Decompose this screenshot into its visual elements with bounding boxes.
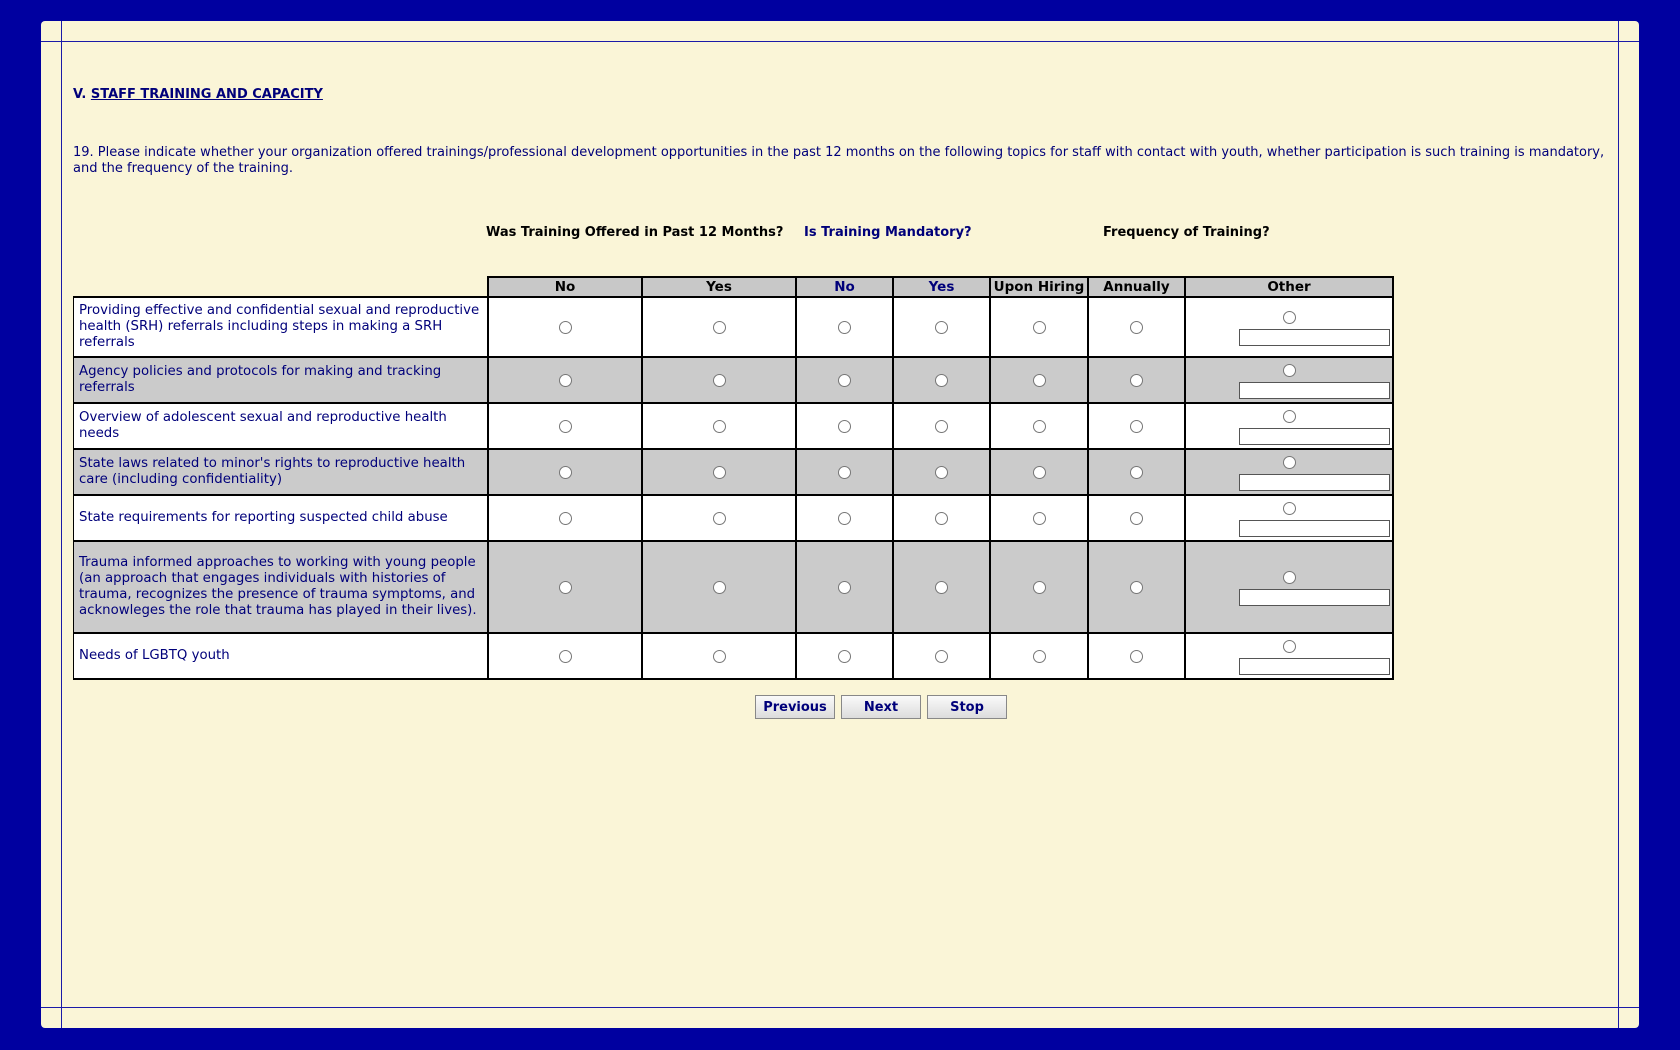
radio-annually[interactable] bbox=[1130, 581, 1143, 594]
cell-upon-hiring bbox=[990, 297, 1088, 357]
radio-upon-hiring[interactable] bbox=[1033, 374, 1046, 387]
cell-mandatory-no bbox=[796, 633, 893, 679]
radio-other[interactable] bbox=[1283, 571, 1296, 584]
radio-mandatory-no[interactable] bbox=[838, 374, 851, 387]
other-text-field[interactable] bbox=[1239, 589, 1390, 606]
cell-offered-no bbox=[488, 633, 642, 679]
radio-offered-no[interactable] bbox=[559, 321, 572, 334]
radio-offered-no[interactable] bbox=[559, 581, 572, 594]
radio-upon-hiring[interactable] bbox=[1033, 512, 1046, 525]
cell-upon-hiring bbox=[990, 449, 1088, 495]
table-row bbox=[74, 495, 1394, 541]
cell-mandatory-yes bbox=[893, 403, 990, 449]
question-text: 19. Please indicate whether your organization offered trainings/professional development opportunities in the past 12 months on the following topics for staff with contact with youth, whether participation is such training is mandatory, and the frequency of the training. bbox=[73, 145, 1605, 176]
radio-mandatory-yes[interactable] bbox=[935, 512, 948, 525]
survey-page bbox=[41, 21, 1639, 1028]
radio-annually[interactable] bbox=[1130, 650, 1143, 663]
radio-other[interactable] bbox=[1283, 502, 1296, 515]
cell-mandatory-yes bbox=[893, 633, 990, 679]
cell-annually bbox=[1088, 541, 1185, 633]
col-offered-no: No bbox=[488, 277, 642, 297]
cell-offered-no bbox=[488, 357, 642, 403]
col-other: Other bbox=[1185, 277, 1393, 297]
radio-other[interactable] bbox=[1283, 640, 1296, 653]
radio-offered-yes[interactable] bbox=[713, 420, 726, 433]
cell-mandatory-no bbox=[796, 449, 893, 495]
table-row bbox=[74, 633, 1394, 679]
cell-offered-yes bbox=[642, 495, 796, 541]
cell-offered-yes bbox=[642, 449, 796, 495]
other-stack bbox=[1186, 406, 1392, 447]
cell-mandatory-yes bbox=[893, 541, 990, 633]
cell-offered-yes bbox=[642, 357, 796, 403]
cell-mandatory-yes bbox=[893, 449, 990, 495]
radio-mandatory-no[interactable] bbox=[838, 466, 851, 479]
training-grid bbox=[73, 276, 1394, 680]
cell-annually bbox=[1088, 495, 1185, 541]
cell-offered-yes bbox=[642, 403, 796, 449]
cell-annually bbox=[1088, 403, 1185, 449]
cell-annually bbox=[1088, 357, 1185, 403]
section-title-link[interactable]: STAFF TRAINING AND CAPACITY bbox=[90, 87, 323, 102]
previous-button[interactable]: Previous bbox=[755, 695, 835, 719]
cell-mandatory-no bbox=[796, 495, 893, 541]
radio-annually[interactable] bbox=[1130, 321, 1143, 334]
radio-offered-no[interactable] bbox=[559, 650, 572, 663]
cell-annually bbox=[1088, 297, 1185, 357]
cell-mandatory-no bbox=[796, 403, 893, 449]
cell-annually bbox=[1088, 633, 1185, 679]
table-row bbox=[74, 403, 1394, 449]
cell-offered-yes bbox=[642, 633, 796, 679]
table-row bbox=[74, 357, 1394, 403]
cell-upon-hiring bbox=[990, 541, 1088, 633]
cell-mandatory-yes bbox=[893, 495, 990, 541]
other-text-field[interactable] bbox=[1239, 329, 1390, 346]
next-button[interactable]: Next bbox=[841, 695, 921, 719]
col-annually: Annually bbox=[1088, 277, 1185, 297]
col-mandatory-yes: Yes bbox=[893, 277, 990, 297]
radio-mandatory-yes[interactable] bbox=[935, 650, 948, 663]
col-mandatory-no: No bbox=[796, 277, 893, 297]
nav-buttons bbox=[755, 695, 1007, 719]
radio-other[interactable] bbox=[1283, 364, 1296, 377]
cell-offered-no bbox=[488, 541, 642, 633]
col-offered-yes: Yes bbox=[642, 277, 796, 297]
guide-line-left bbox=[61, 21, 62, 1028]
row-label: State requirements for reporting suspected child abuse bbox=[74, 495, 489, 541]
table-row bbox=[74, 449, 1394, 495]
table-row bbox=[74, 541, 1394, 633]
radio-mandatory-yes[interactable] bbox=[935, 374, 948, 387]
radio-mandatory-no[interactable] bbox=[838, 512, 851, 525]
row-label: Agency policies and protocols for making and tracking referrals bbox=[74, 357, 489, 403]
cell-mandatory-no bbox=[796, 541, 893, 633]
cell-offered-yes bbox=[642, 297, 796, 357]
other-stack bbox=[1186, 567, 1392, 608]
radio-other[interactable] bbox=[1283, 410, 1296, 423]
radio-mandatory-yes[interactable] bbox=[935, 420, 948, 433]
radio-offered-no[interactable] bbox=[559, 374, 572, 387]
column-header-row bbox=[74, 277, 1394, 297]
group-header-frequency: Frequency of Training? bbox=[1103, 225, 1270, 240]
group-header-mandatory: Is Training Mandatory? bbox=[804, 225, 972, 240]
other-text-field[interactable] bbox=[1239, 382, 1390, 399]
radio-annually[interactable] bbox=[1130, 512, 1143, 525]
other-text-field[interactable] bbox=[1239, 428, 1390, 445]
radio-offered-yes[interactable] bbox=[713, 321, 726, 334]
cell-mandatory-no bbox=[796, 297, 893, 357]
cell-annually bbox=[1088, 449, 1185, 495]
cell-upon-hiring bbox=[990, 633, 1088, 679]
blank-header bbox=[74, 277, 489, 297]
radio-offered-yes[interactable] bbox=[713, 581, 726, 594]
radio-other[interactable] bbox=[1283, 456, 1296, 469]
other-text-field[interactable] bbox=[1239, 474, 1390, 491]
radio-mandatory-no[interactable] bbox=[838, 420, 851, 433]
cell-offered-yes bbox=[642, 541, 796, 633]
radio-mandatory-yes[interactable] bbox=[935, 466, 948, 479]
cell-offered-no bbox=[488, 297, 642, 357]
section-title bbox=[73, 87, 323, 102]
cell-mandatory-yes bbox=[893, 357, 990, 403]
col-upon-hiring: Upon Hiring bbox=[990, 277, 1088, 297]
radio-upon-hiring[interactable] bbox=[1033, 581, 1046, 594]
other-stack bbox=[1186, 452, 1392, 493]
cell-upon-hiring bbox=[990, 403, 1088, 449]
row-label: Needs of LGBTQ youth bbox=[74, 633, 489, 679]
cell-upon-hiring bbox=[990, 357, 1088, 403]
radio-offered-yes[interactable] bbox=[713, 466, 726, 479]
cell-offered-no bbox=[488, 495, 642, 541]
radio-annually[interactable] bbox=[1130, 374, 1143, 387]
other-stack bbox=[1186, 498, 1392, 539]
guide-line-bottom bbox=[41, 1007, 1639, 1008]
radio-upon-hiring[interactable] bbox=[1033, 650, 1046, 663]
cell-mandatory-no bbox=[796, 357, 893, 403]
stop-button[interactable]: Stop bbox=[927, 695, 1007, 719]
radio-offered-no[interactable] bbox=[559, 466, 572, 479]
other-stack bbox=[1186, 636, 1392, 677]
radio-offered-yes[interactable] bbox=[713, 374, 726, 387]
row-label: Overview of adolescent sexual and reproductive health needs bbox=[74, 403, 489, 449]
radio-offered-yes[interactable] bbox=[713, 512, 726, 525]
cell-other bbox=[1185, 449, 1393, 495]
group-header-offered: Was Training Offered in Past 12 Months? bbox=[486, 225, 784, 240]
radio-mandatory-no[interactable] bbox=[838, 321, 851, 334]
radio-mandatory-no[interactable] bbox=[838, 581, 851, 594]
cell-upon-hiring bbox=[990, 495, 1088, 541]
radio-mandatory-yes[interactable] bbox=[935, 321, 948, 334]
radio-upon-hiring[interactable] bbox=[1033, 466, 1046, 479]
cell-other bbox=[1185, 403, 1393, 449]
other-text-field[interactable] bbox=[1239, 520, 1390, 537]
radio-annually[interactable] bbox=[1130, 420, 1143, 433]
table-row bbox=[74, 297, 1394, 357]
radio-mandatory-yes[interactable] bbox=[935, 581, 948, 594]
cell-other bbox=[1185, 541, 1393, 633]
cell-other bbox=[1185, 297, 1393, 357]
guide-line-right bbox=[1618, 21, 1619, 1028]
other-stack bbox=[1186, 307, 1392, 348]
radio-offered-yes[interactable] bbox=[713, 650, 726, 663]
cell-other bbox=[1185, 495, 1393, 541]
section-number: V. bbox=[73, 87, 87, 102]
radio-other[interactable] bbox=[1283, 311, 1296, 324]
guide-line-top bbox=[41, 41, 1639, 42]
cell-other bbox=[1185, 357, 1393, 403]
other-stack bbox=[1186, 360, 1392, 401]
radio-offered-no[interactable] bbox=[559, 512, 572, 525]
cell-mandatory-yes bbox=[893, 297, 990, 357]
cell-other bbox=[1185, 633, 1393, 679]
cell-offered-no bbox=[488, 449, 642, 495]
radio-upon-hiring[interactable] bbox=[1033, 321, 1046, 334]
radio-upon-hiring[interactable] bbox=[1033, 420, 1046, 433]
radio-offered-no[interactable] bbox=[559, 420, 572, 433]
cell-offered-no bbox=[488, 403, 642, 449]
other-text-field[interactable] bbox=[1239, 658, 1390, 675]
row-label: State laws related to minor's rights to reproductive health care (including confidentiality) bbox=[74, 449, 489, 495]
row-label: Providing effective and confidential sexual and reproductive health (SRH) referrals including steps in making a SRH referrals bbox=[74, 297, 489, 357]
radio-mandatory-no[interactable] bbox=[838, 650, 851, 663]
row-label: Trauma informed approaches to working with young people (an approach that engages individuals with histories of trauma, recognizes the presence of trauma symptoms, and acknowleges the role that trauma has played in their lives). bbox=[74, 541, 489, 633]
radio-annually[interactable] bbox=[1130, 466, 1143, 479]
